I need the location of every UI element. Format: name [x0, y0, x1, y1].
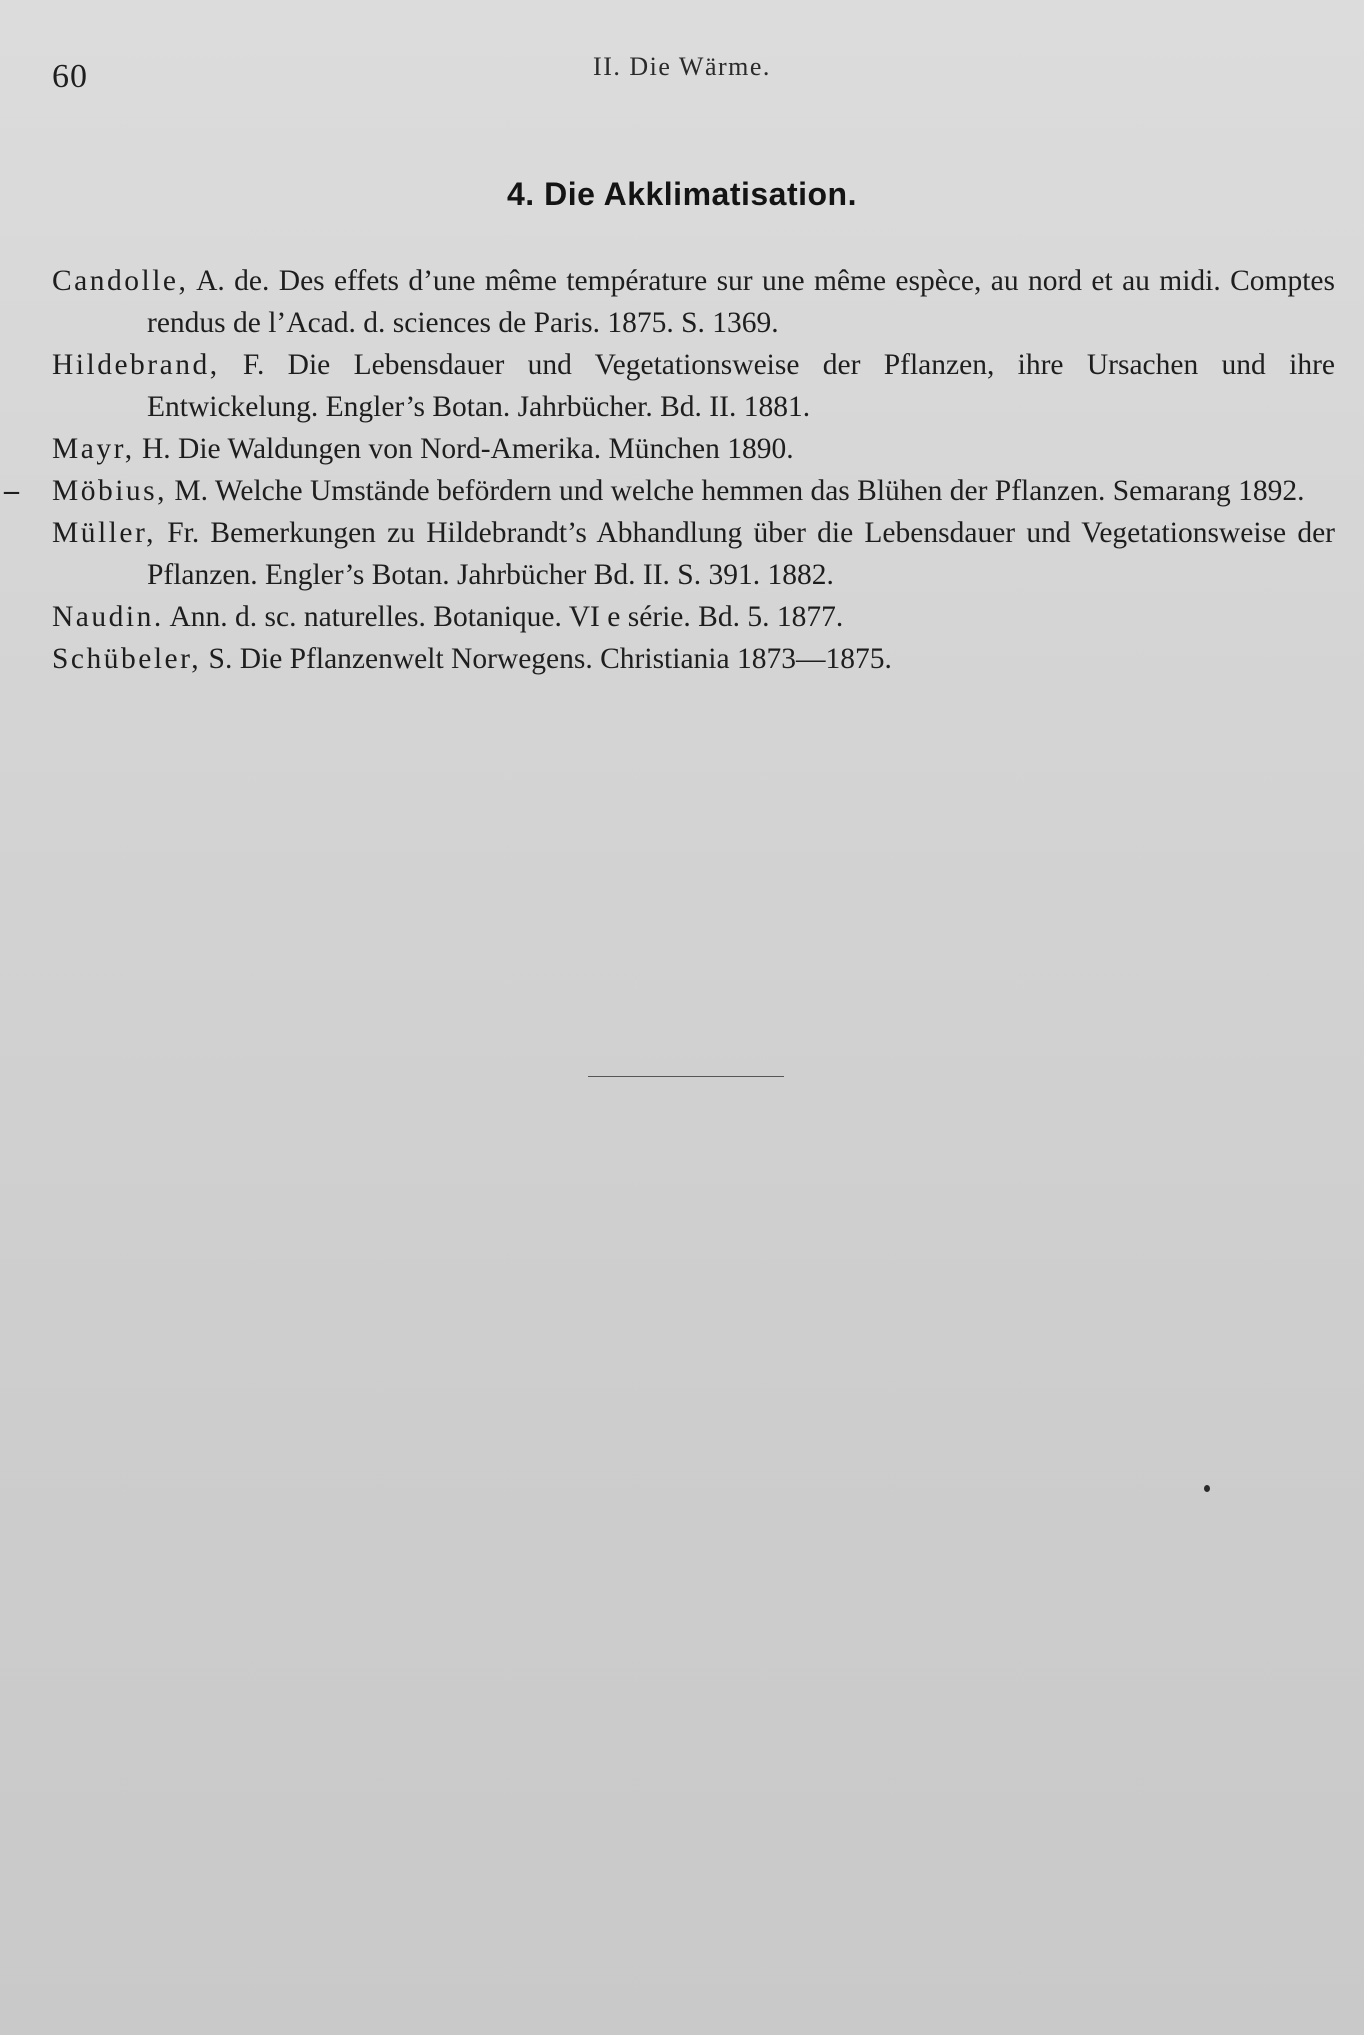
entry-text: Fr. Bemerkungen zu Hildebrandt’s Abhandlung über die Lebensdauer und Vegetationsweise der Pflanzen. Engler’s Botan. Jahrbücher Bd. II. S. 391. 1882.: [147, 517, 1335, 591]
section-title: 4. Die Akklimatisation.: [507, 176, 857, 212]
running-header: II. Die Wärme.: [593, 52, 771, 81]
page-number: 60: [52, 58, 88, 95]
bibliography-entry: [4, 470, 1335, 512]
entry-text: S. Die Pflanzenwelt Norwegens. Christiania 1873—1875.: [201, 643, 892, 675]
entry-text: M. Welche Umstände befördern und welche hemmen das Blühen der Pflanzen. Semarang 1892.: [167, 475, 1305, 507]
bibliography-entry: [52, 428, 1335, 470]
section-separator-rule: [588, 1076, 784, 1077]
bibliography-entry: [52, 512, 1335, 596]
entry-text: F. Die Lebensdauer und Vegetationsweise der Pflanzen, ihre Ursachen und ihre Entwickelung. Engler’s Botan. Jahrbücher. Bd. II. 1881.: [147, 349, 1335, 423]
entry-text: Ann. d. sc. naturelles. Botanique. VI e série. Bd. 5. 1877.: [163, 601, 844, 633]
bibliography-entry: [52, 344, 1335, 428]
margin-mark: –: [4, 474, 19, 507]
bibliography-entry: [52, 260, 1335, 344]
entry-author: Candolle,: [52, 265, 189, 297]
bibliography-entry: [52, 596, 1335, 638]
ink-speck: [1204, 1485, 1210, 1492]
bibliography-list: [4, 260, 1335, 680]
entry-author: Naudin.: [52, 601, 164, 633]
entry-text: A. de. Des effets d’une même température sur une même espèce, au nord et au midi. Comptes rendus de l’Acad. d. sciences de Paris. 1875. S. 1369.: [147, 265, 1335, 339]
bibliography-entry: [52, 638, 1335, 680]
entry-author: Hildebrand,: [52, 349, 220, 381]
entry-author: Müller,: [52, 517, 156, 549]
entry-text: H. Die Waldungen von Nord-Amerika. München 1890.: [134, 433, 794, 465]
entry-author: Schübeler,: [52, 643, 202, 675]
entry-author: Mayr,: [52, 433, 135, 465]
entry-author: Möbius,: [52, 475, 168, 507]
